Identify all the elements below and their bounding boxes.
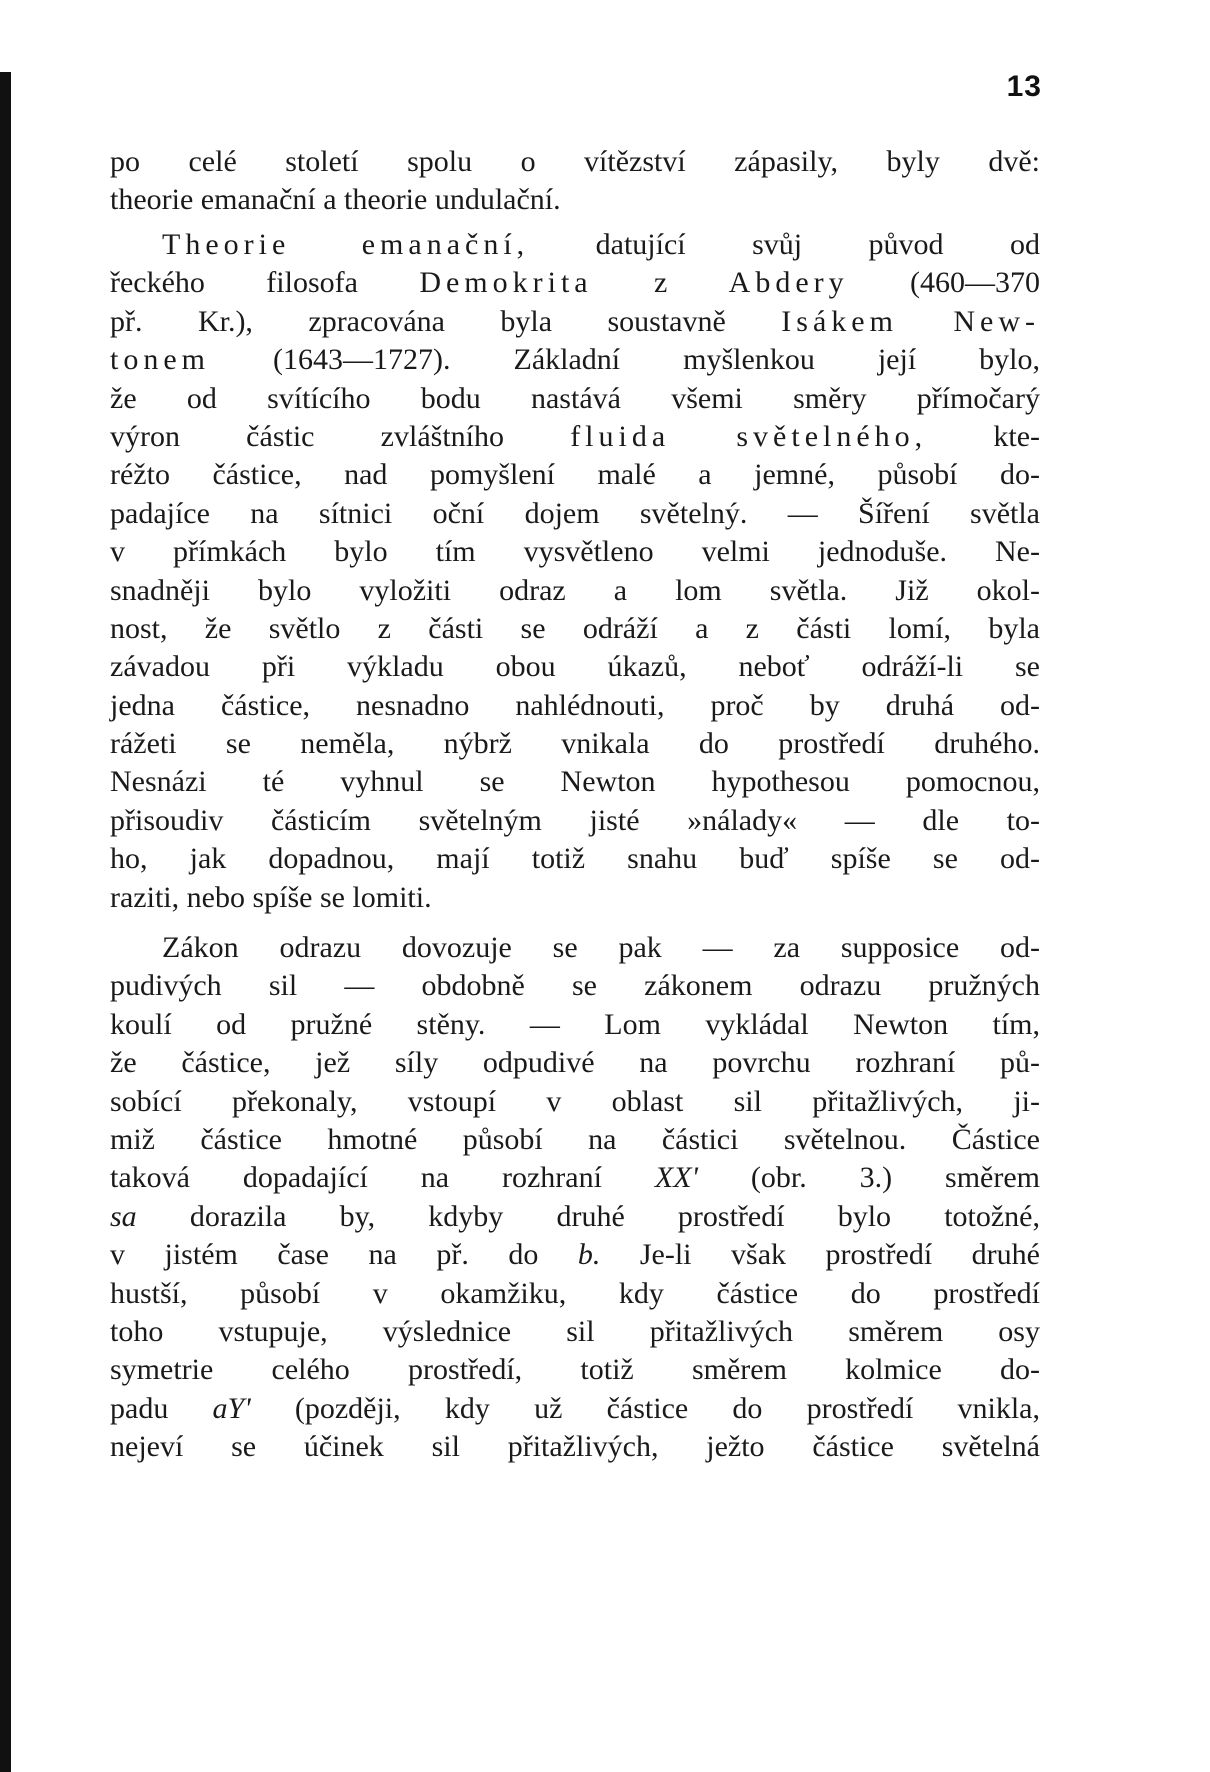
emphasized-term: světelného, bbox=[736, 419, 928, 453]
emphasized-term: Theorie emanační, bbox=[162, 228, 530, 261]
text-line: po celé století spolu o vítězství zápasily, byly dvě: bbox=[110, 145, 1040, 178]
text-line: př. Kr.), zpracována byla soustavně Isákem New- bbox=[110, 304, 1041, 338]
text-line: Theorie emanační, datující svůj původ od bbox=[162, 228, 1041, 261]
emphasized-term: fluida bbox=[570, 419, 671, 453]
text-line: snadněji bylo vyložiti odraz a lom světla. Již okol- bbox=[110, 573, 1040, 607]
text-line: hustší, působí v okamžiku, kdy částice do prostředí bbox=[110, 1276, 1040, 1310]
text-line: jedna částice, nesnadno nahlédnouti, proč by druhá od- bbox=[110, 688, 1040, 722]
text-line: přisoudiv částicím světelným jisté »nálady« — dle to- bbox=[110, 803, 1040, 837]
paragraph-1 bbox=[110, 143, 1040, 220]
text-line: taková dopadající na rozhraní XX' (obr. 3.) směrem bbox=[110, 1161, 1040, 1195]
emphasized-name: Isákem bbox=[781, 304, 898, 338]
math-variable: aY' bbox=[212, 1391, 251, 1425]
text-line: toho vstupuje, výslednice sil přitažlivých směrem osy bbox=[110, 1314, 1040, 1348]
text-line: nost, že světlo z části se odráží a z části lomí, byla bbox=[110, 611, 1040, 645]
text-line: v přímkách bylo tím vysvětleno velmi jednoduše. Ne- bbox=[110, 535, 1040, 569]
paragraph-2 bbox=[110, 226, 1040, 917]
text-line: theorie emanační a theorie undulační. bbox=[110, 183, 561, 217]
scan-edge-shadow bbox=[0, 72, 11, 1772]
emphasized-name: tonem bbox=[110, 343, 210, 377]
math-variable: sa bbox=[110, 1199, 137, 1233]
page-number: 13 bbox=[1006, 70, 1042, 103]
text-line: ho, jak dopadnou, mají totiž snahu buď spíše se od- bbox=[110, 842, 1040, 876]
text-line: padu aY' (později, kdy už částice do prostředí vnikla, bbox=[110, 1391, 1040, 1425]
math-variable: b. bbox=[577, 1238, 601, 1272]
emphasized-name: Demokrita bbox=[419, 266, 593, 300]
text-line: že od svítícího bodu nastává všemi směry přímočarý bbox=[110, 381, 1040, 415]
text-line: miž částice hmotné působí na částici světelnou. Částice bbox=[110, 1122, 1040, 1156]
emphasized-name: Abdery bbox=[728, 266, 849, 300]
text-line: symetrie celého prostředí, totiž směrem kolmice do- bbox=[110, 1353, 1040, 1387]
text-line: tonem (1643—1727). Základní myšlenkou její bylo, bbox=[110, 343, 1040, 377]
text-line: že částice, jež síly odpudivé na povrchu rozhraní pů- bbox=[110, 1046, 1040, 1080]
text-line: padajíce na sítnici oční dojem světelný. — Šíření světla bbox=[110, 496, 1040, 530]
text-line: nejeví se účinek sil přitažlivých, ježto částice světelná bbox=[110, 1430, 1040, 1464]
text-line: pudivých sil — obdobně se zákonem odrazu pružných bbox=[110, 969, 1040, 1003]
text-line: závadou při výkladu obou úkazů, neboť odráží-li se bbox=[110, 650, 1040, 684]
text-line: rážeti se neměla, nýbrž vnikala do prostředí druhého. bbox=[110, 727, 1040, 761]
text-line: Zákon odrazu dovozuje se pak — za supposice od- bbox=[162, 931, 1040, 964]
text-line: sobící překonaly, vstoupí v oblast sil přitažlivých, ji- bbox=[110, 1084, 1040, 1118]
text-line: v jistém čase na př. do b. Je-li však prostředí druhé bbox=[110, 1238, 1040, 1272]
paragraph-3 bbox=[110, 929, 1040, 1466]
emphasized-name: New- bbox=[953, 304, 1041, 338]
text-line: réžto částice, nad pomyšlení malé a jemné, působí do- bbox=[110, 458, 1040, 492]
text-line: sa dorazila by, kdyby druhé prostředí bylo totožné, bbox=[110, 1199, 1040, 1233]
text-line: raziti, nebo spíše se lomiti. bbox=[110, 880, 432, 914]
text-line: Nesnázi té vyhnul se Newton hypothesou pomocnou, bbox=[110, 765, 1040, 799]
text-line: výron částic zvláštního fluida světelného, kte- bbox=[110, 419, 1041, 453]
math-variable: XX' bbox=[654, 1161, 698, 1195]
text-line: koulí od pružné stěny. — Lom vykládal Newton tím, bbox=[110, 1007, 1040, 1041]
text-line: řeckého filosofa Demokrita z Abdery (460—370 bbox=[110, 266, 1040, 300]
